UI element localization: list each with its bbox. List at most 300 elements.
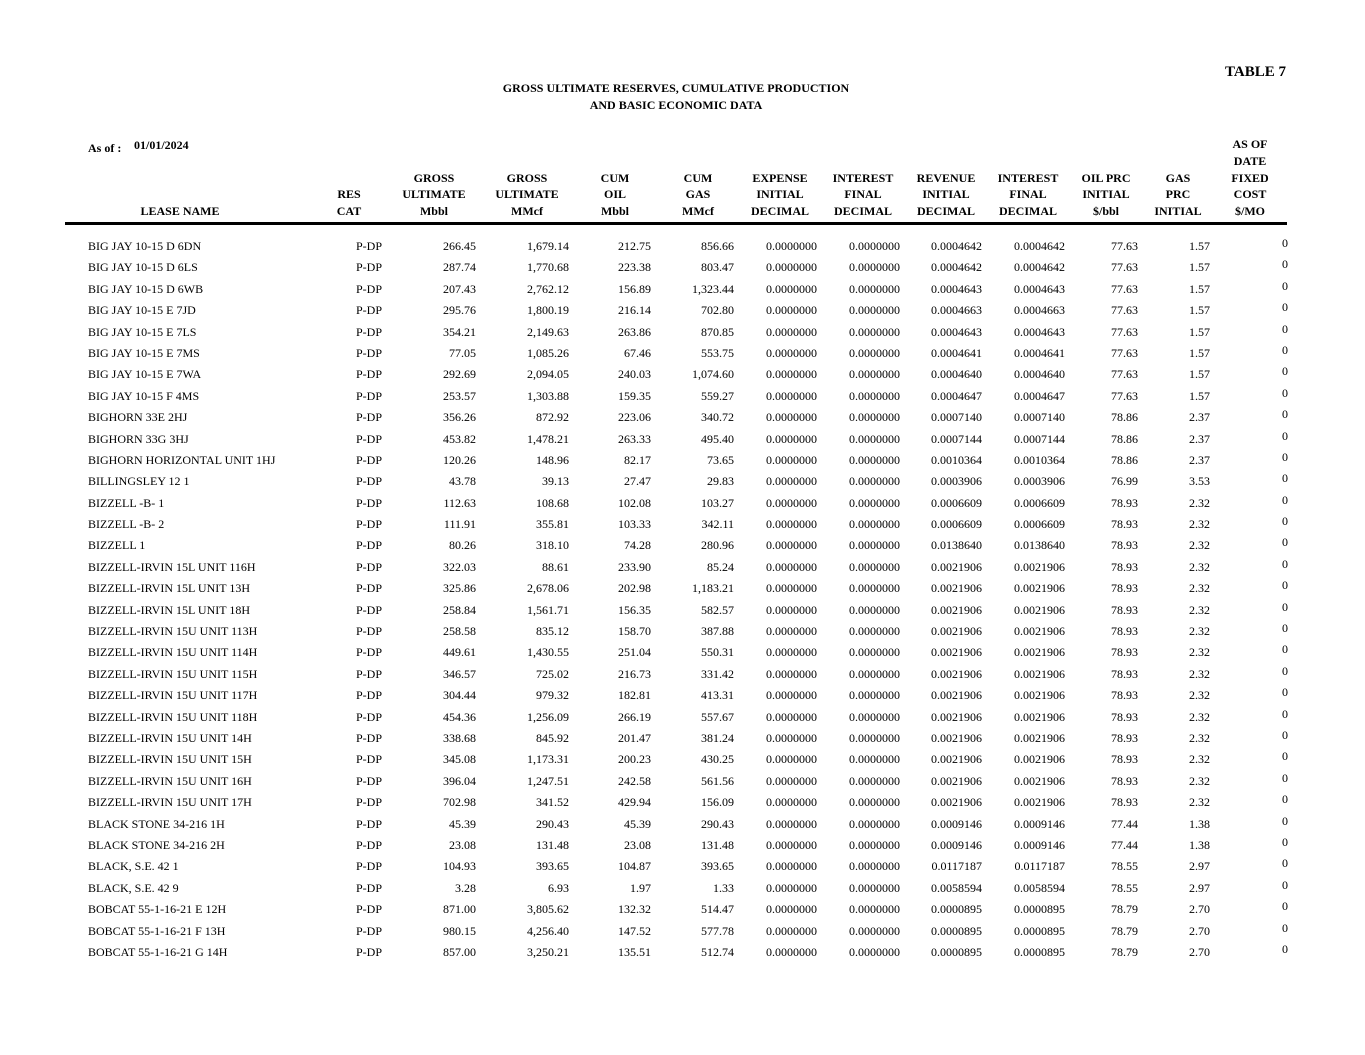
cell-gas-price-initial: 2.32 [1189,517,1210,532]
cell-res-cat: P-DP [355,688,382,703]
cell-res-cat: P-DP [355,410,382,425]
cell-revenue-initial: 0.0021906 [931,602,982,617]
cell-gross-ultimate-oil: 338.68 [443,730,476,745]
cell-lease-name: BIZZELL-IRVIN 15L UNIT 18H [88,602,251,617]
cell-cum-gas: 870.85 [701,324,734,339]
cell-cum-gas: 1,323.44 [692,281,734,296]
cell-fixed-cost: 0 [1282,813,1288,828]
cell-gross-ultimate-gas: 3,805.62 [527,902,569,917]
cell-cum-gas: 156.09 [701,795,734,810]
cell-res-cat: P-DP [355,752,382,767]
cell-lease-name: BIZZELL-IRVIN 15L UNIT 13H [88,581,251,596]
cell-cum-gas: 430.25 [701,752,734,767]
cell-gross-ultimate-gas: 1,247.51 [527,773,569,788]
cell-revenue-initial: 0.0006609 [931,495,982,510]
cell-interest-final: 0.0000000 [849,559,900,574]
cell-gross-ultimate-oil: 266.45 [443,239,476,253]
cell-res-cat: P-DP [355,239,382,253]
cell-gross-ultimate-gas: 1,679.14 [527,239,569,253]
cell-cum-oil: 223.06 [618,410,651,425]
cell-gross-ultimate-oil: 354.21 [443,324,476,339]
cell-gross-ultimate-oil: 3.28 [455,880,476,895]
cell-expense-initial: 0.0000000 [766,666,817,681]
table-row [0,428,1365,449]
cell-oil-price-initial: 77.63 [1111,239,1138,253]
cell-fixed-cost: 0 [1282,364,1288,379]
cell-gross-ultimate-oil: 120.26 [443,452,476,467]
cell-interest-final: 0.0000000 [849,281,900,296]
cell-cum-gas: 561.56 [701,773,734,788]
cell-interest-final-2: 0.0004647 [1014,388,1065,403]
cell-lease-name: BIZZELL-IRVIN 15U UNIT 114H [88,645,258,660]
cell-oil-price-initial: 78.79 [1111,923,1138,938]
cell-expense-initial: 0.0000000 [766,602,817,617]
cell-lease-name: BIZZELL-IRVIN 15U UNIT 113H [88,624,258,639]
cell-gross-ultimate-oil: 322.03 [443,559,476,574]
cell-revenue-initial: 0.0000895 [931,944,982,959]
table-row [0,941,1365,962]
cell-fixed-cost: 0 [1282,471,1288,486]
cell-gas-price-initial: 1.57 [1189,239,1210,253]
cell-gas-price-initial: 2.32 [1189,495,1210,510]
cell-expense-initial: 0.0000000 [766,367,817,382]
cell-cum-oil: 200.23 [618,752,651,767]
cell-res-cat: P-DP [355,944,382,959]
cell-lease-name: BIG JAY 10-15 F 4MS [88,388,200,403]
cell-interest-final: 0.0000000 [849,752,900,767]
cell-expense-initial: 0.0000000 [766,752,817,767]
cell-gross-ultimate-gas: 1,173.31 [527,752,569,767]
cell-oil-price-initial: 77.44 [1111,816,1138,831]
cell-revenue-initial: 0.0009146 [931,837,982,852]
table-row [0,770,1365,791]
as-of-label: As of : [88,141,122,155]
cell-res-cat: P-DP [355,709,382,724]
column-header-line: INITIAL [922,187,970,202]
cell-gross-ultimate-gas: 1,478.21 [527,431,569,446]
table-row [0,556,1365,577]
column-header-line: $/bbl [1092,204,1119,219]
cell-expense-initial: 0.0000000 [766,923,817,938]
cell-gross-ultimate-oil: 345.08 [443,752,476,767]
cell-expense-initial: 0.0000000 [766,410,817,425]
cell-gas-price-initial: 3.53 [1189,474,1210,489]
cell-fixed-cost: 0 [1282,941,1288,956]
cell-gross-ultimate-oil: 356.26 [443,410,476,425]
cell-revenue-initial: 0.0021906 [931,581,982,596]
cell-cum-gas: 553.75 [701,345,734,360]
column-header-line: INTEREST [997,170,1059,185]
cell-gas-price-initial: 2.70 [1189,944,1210,959]
cell-gross-ultimate-gas: 1,256.09 [527,709,569,724]
cell-gross-ultimate-oil: 702.98 [443,795,476,810]
column-header-line: DECIMAL [998,204,1057,219]
cell-interest-final-2: 0.0006609 [1014,495,1065,510]
cell-oil-price-initial: 77.63 [1111,388,1138,403]
cell-gross-ultimate-oil: 325.86 [443,581,476,596]
cell-revenue-initial: 0.0009146 [931,816,982,831]
cell-cum-gas: 1,183.21 [692,581,734,596]
cell-cum-oil: 67.46 [624,345,651,360]
cell-cum-oil: 202.98 [618,581,651,596]
cell-oil-price-initial: 78.86 [1111,410,1138,425]
cell-gross-ultimate-oil: 396.04 [443,773,476,788]
cell-fixed-cost: 0 [1282,428,1288,443]
cell-lease-name: BLACK STONE 34-216 1H [88,816,225,831]
cell-expense-initial: 0.0000000 [766,902,817,917]
cell-lease-name: BIZZELL-IRVIN 15U UNIT 117H [88,688,258,703]
cell-res-cat: P-DP [355,474,382,489]
cell-res-cat: P-DP [355,645,382,660]
cell-cum-oil: 159.35 [618,388,651,403]
cell-interest-final-2: 0.0021906 [1014,645,1065,660]
cell-fixed-cost: 0 [1282,706,1288,721]
cell-interest-final-2: 0.0004642 [1014,239,1065,253]
cell-gas-price-initial: 1.57 [1189,367,1210,382]
cell-cum-gas: 559.27 [701,388,734,403]
cell-expense-initial: 0.0000000 [766,495,817,510]
cell-gross-ultimate-gas: 1,303.88 [527,388,569,403]
cell-expense-initial: 0.0000000 [766,880,817,895]
cell-interest-final-2: 0.0007144 [1014,431,1065,446]
table-row [0,855,1365,876]
cell-gas-price-initial: 2.32 [1189,559,1210,574]
cell-res-cat: P-DP [355,923,382,938]
cell-cum-oil: 74.28 [624,538,651,553]
table-row [0,278,1365,299]
cell-gas-price-initial: 1.57 [1189,345,1210,360]
cell-interest-final: 0.0000000 [849,303,900,318]
cell-cum-gas: 856.66 [701,239,734,253]
cell-cum-gas: 550.31 [701,645,734,660]
cell-cum-oil: 263.86 [618,324,651,339]
cell-gross-ultimate-oil: 871.00 [443,902,476,917]
cell-cum-gas: 512.74 [701,944,734,959]
cell-cum-oil: 251.04 [618,645,651,660]
cell-gross-ultimate-oil: 304.44 [443,688,476,703]
cell-res-cat: P-DP [355,495,382,510]
cell-revenue-initial: 0.0138640 [931,538,982,553]
cell-oil-price-initial: 77.63 [1111,260,1138,275]
cell-cum-oil: 429.94 [618,795,651,810]
cell-cum-oil: 45.39 [624,816,651,831]
column-header-line: FIXED [1231,170,1269,185]
cell-lease-name: BLACK STONE 34-216 2H [88,837,225,852]
column-header-lease-name [120,203,240,220]
cell-res-cat: P-DP [355,345,382,360]
cell-gross-ultimate-gas: 4,256.40 [527,923,569,938]
report-title-line-1: GROSS ULTIMATE RESERVES, CUMULATIVE PRODUCTION [502,81,850,95]
cell-interest-final-2: 0.0003906 [1014,474,1065,489]
cell-lease-name: BIG JAY 10-15 D 6DN [88,239,202,253]
cell-lease-name: BIZZELL 1 [88,538,146,553]
cell-oil-price-initial: 78.93 [1111,581,1138,596]
cell-interest-final-2: 0.0004663 [1014,303,1065,318]
table-row [0,877,1365,898]
cell-fixed-cost: 0 [1282,514,1288,529]
cell-gross-ultimate-oil: 258.58 [443,624,476,639]
column-header-line: CUM [600,170,630,185]
cell-revenue-initial: 0.0004642 [931,239,982,253]
cell-interest-final-2: 0.0004643 [1014,324,1065,339]
cell-interest-final-2: 0.0000895 [1014,923,1065,938]
cell-interest-final: 0.0000000 [849,859,900,874]
cell-lease-name: BIZZELL-IRVIN 15L UNIT 116H [88,559,256,574]
cell-gross-ultimate-gas: 393.65 [536,859,569,874]
cell-expense-initial: 0.0000000 [766,795,817,810]
table-row [0,663,1365,684]
cell-interest-final-2: 0.0007140 [1014,410,1065,425]
cell-oil-price-initial: 78.93 [1111,517,1138,532]
column-header-line: DECIMAL [916,204,975,219]
cell-expense-initial: 0.0000000 [766,281,817,296]
table-row [0,641,1365,662]
lease-table-body [0,235,1365,962]
cell-fixed-cost: 0 [1282,407,1288,422]
column-header-line: $/MO [1235,204,1265,219]
cell-cum-oil: 212.75 [618,239,651,253]
column-header-line: FINAL [844,187,882,202]
cell-fixed-cost: 0 [1282,727,1288,742]
cell-interest-final: 0.0000000 [849,260,900,275]
cell-fixed-cost: 0 [1282,770,1288,785]
cell-gross-ultimate-oil: 346.57 [443,666,476,681]
cell-interest-final: 0.0000000 [849,923,900,938]
table-row [0,834,1365,855]
cell-lease-name: BIZZELL-IRVIN 15U UNIT 115H [88,666,258,681]
cell-cum-gas: 1,074.60 [692,367,734,382]
table-row [0,898,1365,919]
table-row [0,363,1365,384]
cell-interest-final: 0.0000000 [849,837,900,852]
cell-expense-initial: 0.0000000 [766,239,817,253]
cell-oil-price-initial: 78.93 [1111,752,1138,767]
cell-gross-ultimate-gas: 1,770.68 [527,260,569,275]
cell-revenue-initial: 0.0000895 [931,902,982,917]
cell-oil-price-initial: 78.86 [1111,431,1138,446]
cell-expense-initial: 0.0000000 [766,324,817,339]
cell-expense-initial: 0.0000000 [766,452,817,467]
table-number-label: TABLE 7 [1225,64,1286,80]
cell-expense-initial: 0.0000000 [766,559,817,574]
cell-res-cat: P-DP [355,859,382,874]
cell-gross-ultimate-gas: 2,762.12 [527,281,569,296]
cell-gas-price-initial: 1.57 [1189,260,1210,275]
cell-cum-gas: 342.11 [701,517,734,532]
cell-gas-price-initial: 2.32 [1189,730,1210,745]
cell-interest-final-2: 0.0021906 [1014,602,1065,617]
cell-interest-final: 0.0000000 [849,474,900,489]
cell-oil-price-initial: 78.93 [1111,773,1138,788]
table-row [0,920,1365,941]
cell-interest-final: 0.0000000 [849,602,900,617]
cell-revenue-initial: 0.0021906 [931,645,982,660]
cell-fixed-cost: 0 [1282,578,1288,593]
cell-cum-oil: 182.81 [618,688,651,703]
cell-interest-final: 0.0000000 [849,239,900,253]
cell-cum-gas: 331.42 [701,666,734,681]
cell-gross-ultimate-oil: 453.82 [443,431,476,446]
cell-gas-price-initial: 2.37 [1189,431,1210,446]
cell-interest-final: 0.0000000 [849,645,900,660]
cell-gross-ultimate-gas: 1,561.71 [527,602,569,617]
cell-interest-final-2: 0.0004643 [1014,281,1065,296]
cell-expense-initial: 0.0000000 [766,260,817,275]
cell-interest-final: 0.0000000 [849,324,900,339]
cell-oil-price-initial: 78.93 [1111,730,1138,745]
cell-lease-name: BLACK, S.E. 42 9 [88,880,179,895]
column-header-fixed-cost [1190,136,1310,220]
cell-oil-price-initial: 78.55 [1111,880,1138,895]
cell-fixed-cost: 0 [1282,663,1288,678]
cell-oil-price-initial: 78.93 [1111,645,1138,660]
cell-lease-name: BIG JAY 10-15 E 7JD [88,303,196,318]
cell-res-cat: P-DP [355,666,382,681]
column-header-line: INTEREST [832,170,894,185]
cell-cum-gas: 85.24 [707,559,734,574]
cell-interest-final: 0.0000000 [849,730,900,745]
table-row [0,620,1365,641]
cell-revenue-initial: 0.0004641 [931,345,982,360]
column-header-line: ULTIMATE [402,187,466,202]
cell-gross-ultimate-gas: 1,085.26 [527,345,569,360]
cell-gas-price-initial: 2.32 [1189,709,1210,724]
cell-lease-name: BIG JAY 10-15 E 7LS [88,324,197,339]
column-header-line: COST [1233,187,1267,202]
cell-cum-gas: 387.88 [701,624,734,639]
cell-res-cat: P-DP [355,452,382,467]
cell-gross-ultimate-gas: 318.10 [536,538,569,553]
cell-fixed-cost: 0 [1282,685,1288,700]
cell-revenue-initial: 0.0021906 [931,624,982,639]
cell-fixed-cost: 0 [1282,300,1288,315]
cell-expense-initial: 0.0000000 [766,859,817,874]
cell-lease-name: BIG JAY 10-15 E 7WA [88,367,202,382]
column-header-line: EXPENSE [752,170,808,185]
cell-cum-oil: 156.35 [618,602,651,617]
cell-gross-ultimate-gas: 2,678.06 [527,581,569,596]
cell-cum-gas: 495.40 [701,431,734,446]
cell-oil-price-initial: 77.44 [1111,837,1138,852]
column-header-line: DECIMAL [750,204,809,219]
cell-fixed-cost: 0 [1282,877,1288,892]
cell-gross-ultimate-oil: 23.08 [449,837,476,852]
column-header-line: REVENUE [916,170,976,185]
cell-res-cat: P-DP [355,624,382,639]
column-header-line: RES [337,187,361,202]
cell-interest-final-2: 0.0021906 [1014,624,1065,639]
column-header-line: DATE [1233,153,1267,168]
cell-lease-name: BIZZELL-IRVIN 15U UNIT 16H [88,773,252,788]
cell-fixed-cost: 0 [1282,556,1288,571]
cell-interest-final-2: 0.0021906 [1014,688,1065,703]
cell-gross-ultimate-oil: 287.74 [443,260,476,275]
cell-gross-ultimate-gas: 2,094.05 [527,367,569,382]
cell-lease-name: BIG JAY 10-15 E 7MS [88,345,200,360]
cell-interest-final: 0.0000000 [849,709,900,724]
cell-res-cat: P-DP [355,795,382,810]
cell-cum-gas: 702.80 [701,303,734,318]
cell-res-cat: P-DP [355,388,382,403]
column-header-line: GAS [685,187,711,202]
table-row [0,449,1365,470]
cell-interest-final-2: 0.0021906 [1014,709,1065,724]
cell-oil-price-initial: 77.63 [1111,324,1138,339]
cell-interest-final: 0.0000000 [849,816,900,831]
cell-oil-price-initial: 78.86 [1111,452,1138,467]
cell-gas-price-initial: 1.57 [1189,281,1210,296]
cell-lease-name: BIG JAY 10-15 D 6WB [88,281,204,296]
cell-gross-ultimate-oil: 111.91 [443,517,476,532]
cell-res-cat: P-DP [355,730,382,745]
cell-fixed-cost: 0 [1282,449,1288,464]
cell-revenue-initial: 0.0004663 [931,303,982,318]
cell-expense-initial: 0.0000000 [766,837,817,852]
cell-gas-price-initial: 1.38 [1189,816,1210,831]
cell-oil-price-initial: 78.93 [1111,495,1138,510]
table-row [0,406,1365,427]
cell-gas-price-initial: 1.57 [1189,303,1210,318]
cell-fixed-cost: 0 [1282,535,1288,550]
cell-gross-ultimate-gas: 1,430.55 [527,645,569,660]
cell-interest-final-2: 0.0021906 [1014,666,1065,681]
cell-interest-final: 0.0000000 [849,666,900,681]
cell-lease-name: BOBCAT 55-1-16-21 G 14H [88,944,228,959]
cell-gross-ultimate-gas: 6.93 [548,880,569,895]
table-row [0,321,1365,342]
cell-interest-final: 0.0000000 [849,495,900,510]
cell-res-cat: P-DP [355,559,382,574]
cell-interest-final-2: 0.0000895 [1014,944,1065,959]
cell-cum-oil: 147.52 [618,923,651,938]
column-header-line: GAS [1165,170,1191,185]
cell-cum-oil: 240.03 [618,367,651,382]
report-title-line-2: AND BASIC ECONOMIC DATA [589,98,763,112]
cell-cum-oil: 27.47 [624,474,651,489]
cell-gas-price-initial: 2.32 [1189,538,1210,553]
cell-gross-ultimate-oil: 80.26 [449,538,476,553]
cell-interest-final-2: 0.0058594 [1014,880,1065,895]
cell-cum-gas: 1.33 [713,880,734,895]
cell-fixed-cost: 0 [1282,749,1288,764]
cell-interest-final-2: 0.0021906 [1014,730,1065,745]
cell-gross-ultimate-gas: 3,250.21 [527,944,569,959]
cell-lease-name: BIZZELL-IRVIN 15U UNIT 15H [88,752,252,767]
cell-gross-ultimate-oil: 43.78 [449,474,476,489]
cell-interest-final-2: 0.0138640 [1014,538,1065,553]
cell-expense-initial: 0.0000000 [766,517,817,532]
cell-gross-ultimate-gas: 2,149.63 [527,324,569,339]
cell-oil-price-initial: 78.93 [1111,666,1138,681]
cell-oil-price-initial: 77.63 [1111,345,1138,360]
table-row [0,256,1365,277]
cell-interest-final: 0.0000000 [849,624,900,639]
cell-gas-price-initial: 2.32 [1189,624,1210,639]
cell-oil-price-initial: 78.93 [1111,795,1138,810]
cell-revenue-initial: 0.0021906 [931,709,982,724]
cell-revenue-initial: 0.0117187 [931,859,982,874]
cell-cum-oil: 132.32 [618,902,651,917]
cell-res-cat: P-DP [355,260,382,275]
cell-cum-oil: 135.51 [618,944,651,959]
cell-interest-final: 0.0000000 [849,345,900,360]
cell-gross-ultimate-gas: 341.52 [536,795,569,810]
column-header-line: AS OF [1232,137,1268,151]
cell-interest-final: 0.0000000 [849,773,900,788]
cell-gross-ultimate-gas: 148.96 [536,452,569,467]
cell-revenue-initial: 0.0004640 [931,367,982,382]
cell-revenue-initial: 0.0004642 [931,260,982,275]
